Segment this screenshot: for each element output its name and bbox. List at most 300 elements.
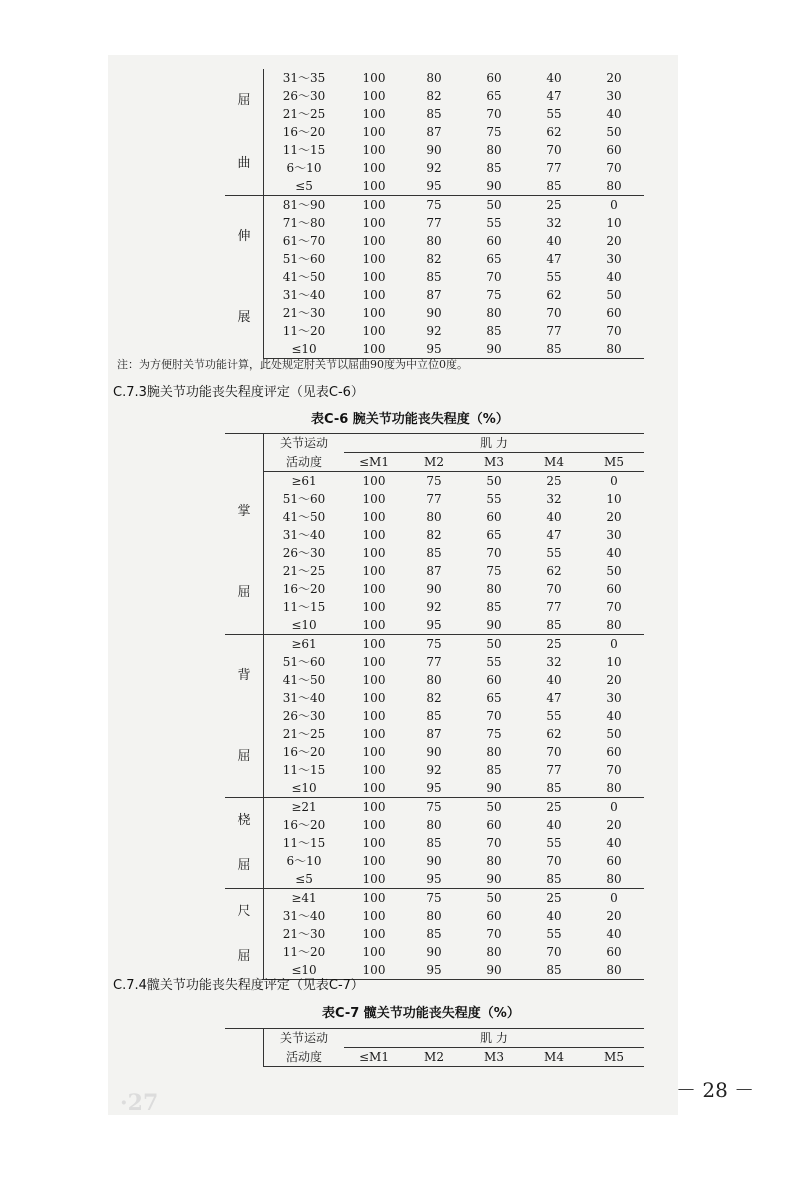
table-note: 注：为方便肘关节功能计算，此处规定肘关节以屈曲90度为中立位0度。 — [117, 358, 468, 371]
value-cell: 85 — [426, 107, 442, 121]
range-cell: 81～90 — [264, 196, 345, 215]
value-cell: 50 — [464, 196, 524, 215]
value-cell: 100 — [362, 306, 386, 320]
range-cell: 21～30 — [282, 306, 326, 320]
group-label — [225, 472, 264, 635]
value-cell: 100 — [362, 252, 386, 266]
value-cell: 50 — [606, 564, 622, 578]
value-cell: 55 — [486, 492, 502, 506]
table-row — [225, 69, 644, 87]
value-cell: 100 — [362, 655, 386, 669]
value-cell: 32 — [546, 492, 562, 506]
section-heading-c74: C.7.4髋关节功能丧失程度评定（见表C-7） — [113, 978, 364, 993]
value-cell: 100 — [362, 270, 386, 284]
value-cell: 90 — [464, 340, 524, 359]
value-cell: 80 — [486, 854, 502, 868]
value-cell: 40 — [606, 836, 622, 850]
table-c7 — [225, 1028, 644, 1067]
value-cell: 85 — [426, 546, 442, 560]
value-cell: 70 — [546, 854, 562, 868]
value-cell: 25 — [524, 635, 584, 654]
value-cell: 0 — [584, 196, 644, 215]
value-cell: 30 — [606, 528, 622, 542]
range-cell: ≤5 — [295, 872, 313, 886]
range-cell: 71～80 — [282, 216, 326, 230]
value-cell: 80 — [606, 618, 622, 632]
value-cell: 40 — [606, 270, 622, 284]
value-cell: 40 — [606, 546, 622, 560]
page-number: － 28 － — [676, 1078, 755, 1102]
value-cell: 50 — [606, 727, 622, 741]
value-cell: 77 — [426, 655, 442, 669]
group-label-char: 掌 — [237, 504, 251, 520]
value-cell: 20 — [606, 71, 622, 85]
range-cell: 11～15 — [282, 836, 326, 850]
value-cell: 90 — [426, 306, 442, 320]
header-strength-label: 肌 力 — [344, 434, 644, 453]
table-row — [225, 87, 644, 105]
value-cell: 90 — [426, 143, 442, 157]
table-row — [225, 834, 644, 852]
table-row — [225, 761, 644, 779]
table-row — [225, 852, 644, 870]
strength-level-header: ≤M1 — [344, 1048, 404, 1067]
value-cell: 60 — [606, 582, 622, 596]
value-cell: 55 — [546, 709, 562, 723]
value-cell: 100 — [362, 709, 386, 723]
table-row — [225, 472, 644, 491]
header-blank-cell — [225, 1029, 264, 1067]
header-range-label: 活动度 — [264, 1048, 345, 1067]
value-cell: 40 — [546, 909, 562, 923]
table-row — [225, 123, 644, 141]
strength-level-header: ≤M1 — [344, 453, 404, 472]
value-cell: 70 — [606, 324, 622, 338]
value-cell: 80 — [426, 909, 442, 923]
value-cell: 100 — [362, 854, 386, 868]
value-cell: 77 — [546, 763, 562, 777]
range-cell: 26～30 — [282, 709, 326, 723]
value-cell: 70 — [546, 582, 562, 596]
value-cell: 65 — [486, 89, 502, 103]
group-label-char: 桡 — [237, 812, 251, 828]
value-cell: 55 — [546, 927, 562, 941]
table-row — [225, 105, 644, 123]
value-cell: 70 — [546, 143, 562, 157]
value-cell: 87 — [426, 125, 442, 139]
value-cell: 100 — [362, 564, 386, 578]
value-cell: 65 — [486, 528, 502, 542]
value-cell: 90 — [426, 945, 442, 959]
range-cell: 31～40 — [282, 909, 326, 923]
range-cell: 26～30 — [282, 546, 326, 560]
value-cell: 60 — [486, 673, 502, 687]
value-cell: 50 — [606, 125, 622, 139]
range-cell: 61～70 — [282, 234, 326, 248]
value-cell: 60 — [486, 510, 502, 524]
value-cell: 100 — [362, 763, 386, 777]
value-cell: 40 — [546, 818, 562, 832]
value-cell: 50 — [464, 889, 524, 908]
table-row — [225, 779, 644, 798]
value-cell: 87 — [426, 564, 442, 578]
value-cell: 100 — [344, 340, 404, 359]
range-cell: ≤10 — [264, 340, 345, 359]
value-cell: 50 — [464, 798, 524, 817]
value-cell: 80 — [486, 306, 502, 320]
value-cell: 70 — [606, 161, 622, 175]
table-row — [225, 159, 644, 177]
value-cell: 20 — [606, 909, 622, 923]
value-cell: 90 — [486, 179, 502, 193]
table-c5-continuation — [225, 69, 644, 359]
range-cell: 21～25 — [282, 564, 326, 578]
value-cell: 75 — [404, 889, 464, 908]
header-strength-label: 肌 力 — [344, 1029, 644, 1048]
value-cell: 100 — [362, 71, 386, 85]
range-cell: ≥21 — [264, 798, 345, 817]
value-cell: 100 — [362, 492, 386, 506]
value-cell: 87 — [426, 288, 442, 302]
group-label-char: 屈 — [237, 748, 251, 764]
value-cell: 77 — [426, 216, 442, 230]
value-cell: 75 — [404, 196, 464, 215]
value-cell: 100 — [362, 143, 386, 157]
strength-level-header: M5 — [584, 453, 644, 472]
table-c6-caption: 表C-6 腕关节功能丧失程度（%） — [311, 412, 509, 427]
value-cell: 80 — [606, 179, 622, 193]
value-cell: 95 — [426, 618, 442, 632]
value-cell: 10 — [606, 216, 622, 230]
value-cell: 85 — [486, 161, 502, 175]
range-cell: 11～20 — [282, 945, 326, 959]
value-cell: 100 — [362, 528, 386, 542]
value-cell: 85 — [426, 927, 442, 941]
value-cell: 40 — [606, 927, 622, 941]
value-cell: 95 — [426, 179, 442, 193]
range-cell: ≤10 — [291, 781, 317, 795]
value-cell: 75 — [404, 635, 464, 654]
value-cell: 100 — [362, 125, 386, 139]
table-row — [225, 214, 644, 232]
value-cell: 30 — [606, 691, 622, 705]
value-cell: 65 — [486, 252, 502, 266]
value-cell: 90 — [426, 582, 442, 596]
value-cell: 10 — [606, 492, 622, 506]
value-cell: 90 — [486, 618, 502, 632]
value-cell: 55 — [546, 546, 562, 560]
value-cell: 95 — [404, 340, 464, 359]
value-cell: 100 — [362, 727, 386, 741]
value-cell: 70 — [486, 709, 502, 723]
value-cell: 100 — [362, 234, 386, 248]
group-label-char: 屈 — [237, 948, 251, 964]
value-cell: 82 — [426, 252, 442, 266]
value-cell: 100 — [362, 216, 386, 230]
range-cell: ≥61 — [264, 635, 345, 654]
value-cell: 40 — [606, 107, 622, 121]
value-cell: 77 — [546, 161, 562, 175]
value-cell: 47 — [546, 528, 562, 542]
table-row — [225, 580, 644, 598]
value-cell: 77 — [546, 324, 562, 338]
group-label — [225, 798, 264, 889]
range-cell: 6～10 — [286, 161, 322, 175]
table-row — [225, 816, 644, 834]
value-cell: 100 — [344, 889, 404, 908]
value-cell: 100 — [362, 909, 386, 923]
value-cell: 90 — [486, 781, 502, 795]
value-cell: 85 — [546, 781, 562, 795]
value-cell: 82 — [426, 89, 442, 103]
value-cell: 100 — [362, 673, 386, 687]
value-cell: 100 — [362, 818, 386, 832]
value-cell: 30 — [606, 252, 622, 266]
value-cell: 80 — [426, 510, 442, 524]
value-cell: 100 — [362, 945, 386, 959]
range-cell: 31～40 — [282, 288, 326, 302]
value-cell: 60 — [486, 71, 502, 85]
value-cell: 95 — [426, 872, 442, 886]
range-cell: ≥41 — [264, 889, 345, 908]
table-row — [225, 925, 644, 943]
header-motion-label: 关节运动 — [264, 1029, 345, 1048]
group-label-char: 伸 — [237, 228, 251, 244]
table-row — [225, 304, 644, 322]
table-row — [225, 907, 644, 925]
value-cell: 85 — [546, 872, 562, 886]
value-cell: 62 — [546, 125, 562, 139]
value-cell: 85 — [546, 179, 562, 193]
value-cell: 100 — [344, 196, 404, 215]
value-cell: 85 — [426, 836, 442, 850]
range-cell: 21～25 — [282, 107, 326, 121]
value-cell: 60 — [606, 306, 622, 320]
group-label — [225, 889, 264, 980]
value-cell: 60 — [606, 143, 622, 157]
value-cell: 55 — [546, 836, 562, 850]
strength-level-header: M3 — [464, 1048, 524, 1067]
value-cell: 100 — [362, 546, 386, 560]
value-cell: 32 — [546, 216, 562, 230]
value-cell: 100 — [362, 474, 386, 488]
table-c7-caption: 表C-7 髋关节功能丧失程度（%） — [322, 1006, 520, 1021]
range-cell: 21～30 — [282, 927, 326, 941]
value-cell: 20 — [606, 673, 622, 687]
value-cell: 70 — [486, 546, 502, 560]
table-row — [225, 322, 644, 340]
range-cell: 6～10 — [286, 854, 322, 868]
value-cell: 70 — [546, 306, 562, 320]
group-label-char: 屈 — [237, 92, 251, 108]
group-label-char: 屈 — [237, 857, 251, 873]
value-cell: 55 — [486, 655, 502, 669]
value-cell: 75 — [486, 125, 502, 139]
range-cell: ≤10 — [264, 961, 345, 980]
group-label-char: 背 — [237, 667, 251, 683]
range-cell: 31～35 — [282, 71, 326, 85]
value-cell: 32 — [546, 655, 562, 669]
value-cell: 100 — [362, 89, 386, 103]
table-row — [225, 526, 644, 544]
value-cell: 90 — [426, 745, 442, 759]
value-cell: 80 — [426, 818, 442, 832]
value-cell: 60 — [606, 745, 622, 759]
table-row — [225, 635, 644, 654]
value-cell: 100 — [362, 618, 386, 632]
value-cell: 87 — [426, 727, 442, 741]
range-cell: 26～30 — [282, 89, 326, 103]
value-cell: 100 — [362, 107, 386, 121]
value-cell: 85 — [486, 600, 502, 614]
value-cell: 92 — [426, 324, 442, 338]
value-cell: 75 — [404, 798, 464, 817]
table-row — [225, 743, 644, 761]
value-cell: 55 — [546, 270, 562, 284]
watermark-text: ·27 — [120, 1090, 159, 1116]
value-cell: 25 — [546, 474, 562, 488]
value-cell: 100 — [362, 836, 386, 850]
table-row — [225, 689, 644, 707]
strength-level-header: M2 — [404, 1048, 464, 1067]
range-cell: 51～60 — [282, 252, 326, 266]
value-cell: 0 — [584, 635, 644, 654]
value-cell: 55 — [546, 107, 562, 121]
value-cell: 100 — [362, 582, 386, 596]
group-label — [225, 196, 264, 359]
group-label-char: 曲 — [237, 155, 251, 171]
value-cell: 90 — [464, 961, 524, 980]
table-row — [225, 286, 644, 304]
range-cell: ≤10 — [291, 618, 317, 632]
value-cell: 60 — [606, 854, 622, 868]
value-cell: 47 — [546, 252, 562, 266]
table-row — [225, 232, 644, 250]
range-cell: 11～20 — [282, 324, 326, 338]
range-cell: 41～50 — [282, 270, 326, 284]
table-row — [225, 889, 644, 908]
value-cell: 100 — [362, 179, 386, 193]
group-label-char: 展 — [237, 309, 251, 325]
value-cell: 20 — [606, 234, 622, 248]
value-cell: 100 — [362, 691, 386, 705]
value-cell: 95 — [426, 781, 442, 795]
range-cell: 16～20 — [282, 745, 326, 759]
value-cell: 100 — [344, 961, 404, 980]
value-cell: 85 — [486, 763, 502, 777]
value-cell: 62 — [546, 288, 562, 302]
value-cell: 80 — [426, 71, 442, 85]
value-cell: 0 — [584, 889, 644, 908]
table-row — [225, 196, 644, 215]
header-blank-cell — [225, 434, 264, 472]
value-cell: 70 — [486, 927, 502, 941]
value-cell: 80 — [426, 673, 442, 687]
table-row — [225, 268, 644, 286]
strength-level-header: M2 — [404, 453, 464, 472]
value-cell: 100 — [362, 927, 386, 941]
group-label — [225, 635, 264, 798]
group-label-char: 尺 — [237, 903, 251, 919]
range-cell: 16～20 — [282, 125, 326, 139]
value-cell: 62 — [546, 727, 562, 741]
value-cell: 70 — [486, 836, 502, 850]
range-cell: ≥61 — [291, 474, 317, 488]
value-cell: 60 — [606, 945, 622, 959]
value-cell: 85 — [524, 961, 584, 980]
table-row — [225, 544, 644, 562]
table-c6 — [225, 433, 644, 980]
value-cell: 62 — [546, 564, 562, 578]
strength-level-header: M4 — [524, 1048, 584, 1067]
value-cell: 55 — [486, 216, 502, 230]
range-cell: 21～25 — [282, 727, 326, 741]
table-row — [225, 653, 644, 671]
value-cell: 70 — [606, 600, 622, 614]
value-cell: 20 — [606, 510, 622, 524]
value-cell: 0 — [584, 798, 644, 817]
value-cell: 100 — [362, 510, 386, 524]
value-cell: 25 — [524, 889, 584, 908]
range-cell: 11～15 — [282, 143, 326, 157]
range-cell: 41～50 — [282, 510, 326, 524]
section-heading-c73: C.7.3腕关节功能丧失程度评定（见表C-6） — [113, 385, 364, 400]
table-row — [225, 707, 644, 725]
value-cell: 60 — [486, 818, 502, 832]
strength-level-header: M3 — [464, 453, 524, 472]
table-row — [225, 671, 644, 689]
value-cell: 100 — [362, 288, 386, 302]
table-row — [225, 490, 644, 508]
table-row — [225, 250, 644, 268]
range-cell: 41～50 — [282, 673, 326, 687]
value-cell: 80 — [584, 961, 644, 980]
value-cell: 85 — [546, 618, 562, 632]
value-cell: 75 — [486, 564, 502, 578]
range-cell: 11～15 — [282, 600, 326, 614]
table-row — [225, 141, 644, 159]
value-cell: 20 — [606, 818, 622, 832]
table-row — [225, 508, 644, 526]
header-range-label: 活动度 — [264, 453, 345, 472]
value-cell: 75 — [486, 727, 502, 741]
value-cell: 100 — [362, 324, 386, 338]
value-cell: 50 — [486, 474, 502, 488]
value-cell: 100 — [344, 798, 404, 817]
value-cell: 85 — [524, 340, 584, 359]
table-row — [225, 725, 644, 743]
value-cell: 80 — [606, 781, 622, 795]
value-cell: 95 — [404, 961, 464, 980]
value-cell: 92 — [426, 161, 442, 175]
value-cell: 60 — [486, 234, 502, 248]
value-cell: 70 — [546, 945, 562, 959]
value-cell: 80 — [426, 234, 442, 248]
value-cell: 85 — [486, 324, 502, 338]
value-cell: 70 — [546, 745, 562, 759]
value-cell: 60 — [486, 909, 502, 923]
range-cell: 31～40 — [282, 691, 326, 705]
value-cell: 80 — [486, 582, 502, 596]
strength-level-header: M5 — [584, 1048, 644, 1067]
range-cell: 16～20 — [282, 582, 326, 596]
strength-level-header: M4 — [524, 453, 584, 472]
value-cell: 40 — [606, 709, 622, 723]
value-cell: 92 — [426, 600, 442, 614]
header-motion-label: 关节运动 — [264, 434, 345, 453]
value-cell: 40 — [546, 510, 562, 524]
range-cell: 31～40 — [282, 528, 326, 542]
